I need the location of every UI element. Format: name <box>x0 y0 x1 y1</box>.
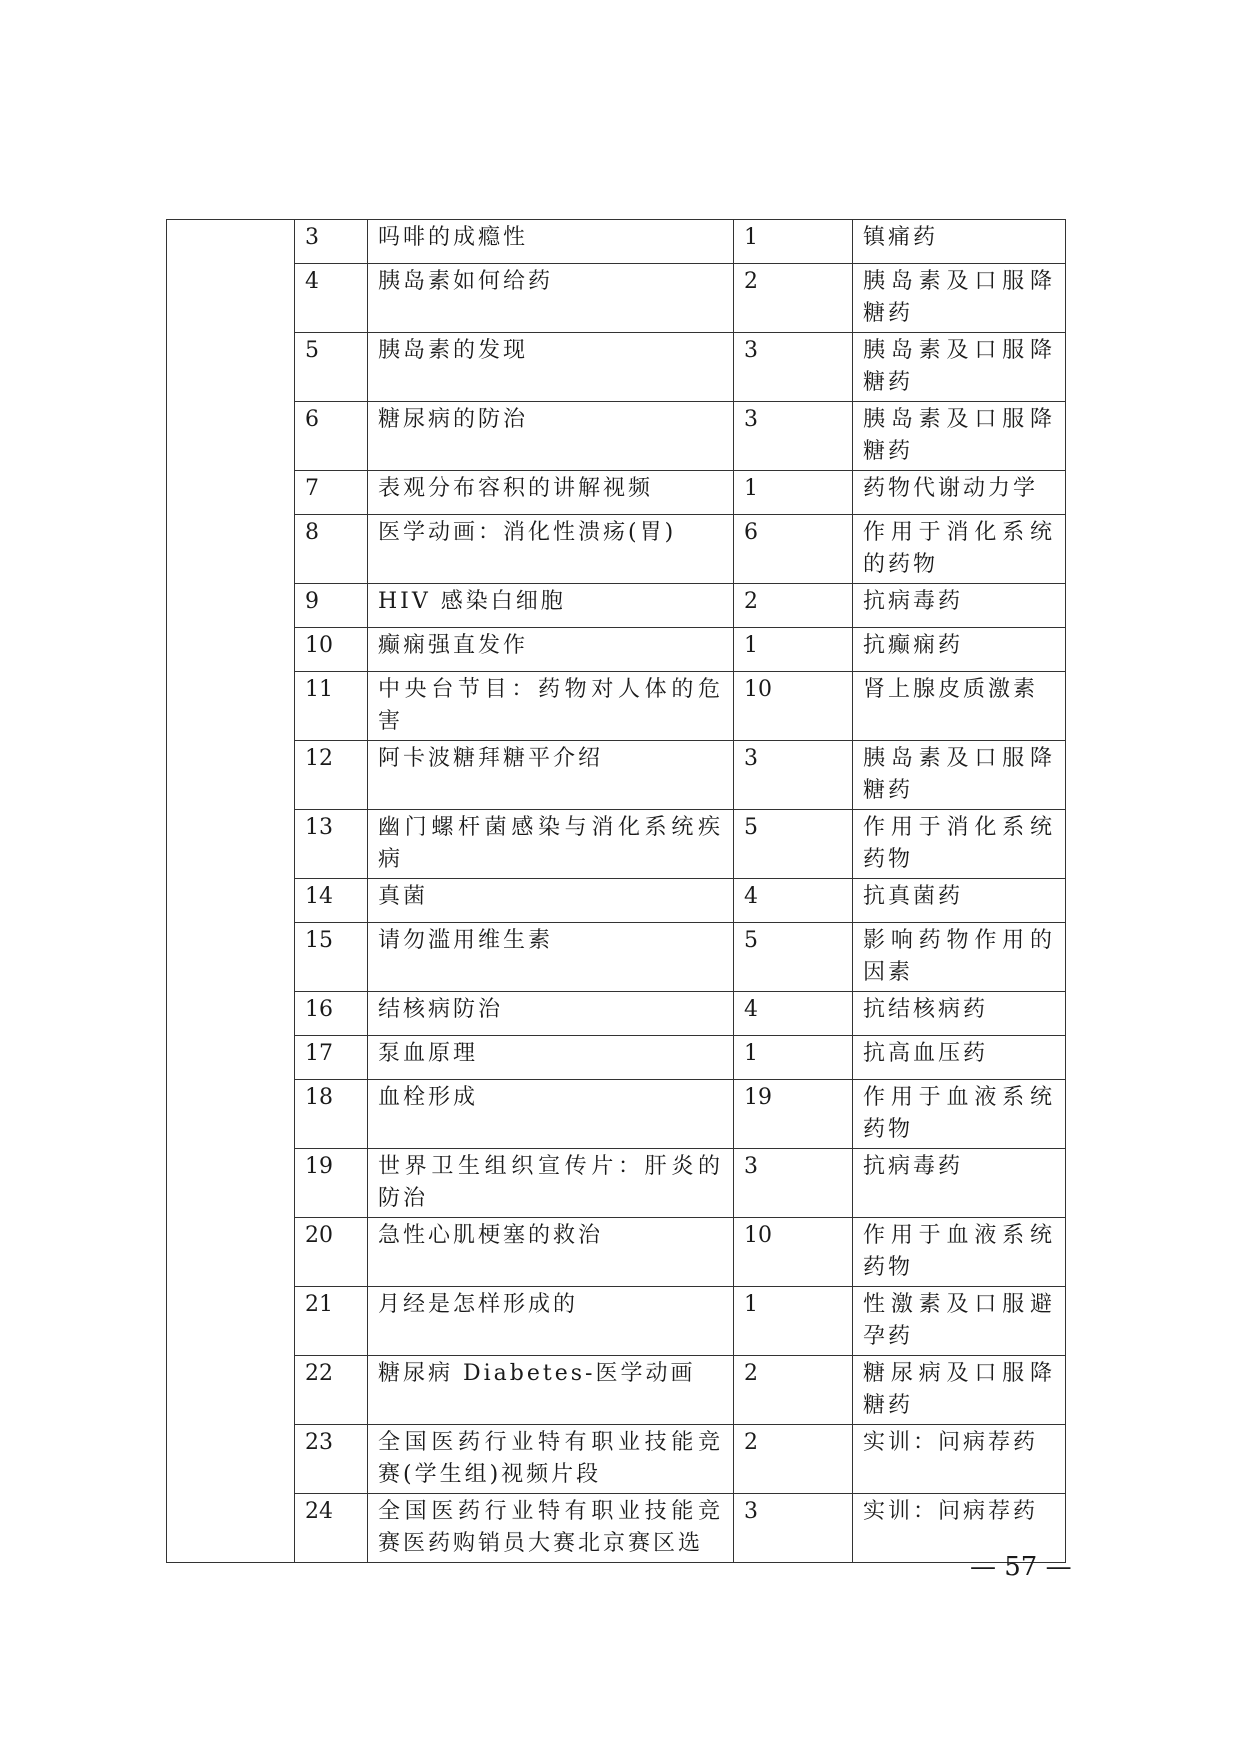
row-number-cell: 24 <box>295 1494 368 1563</box>
table-row <box>167 741 1066 810</box>
resource-title-cell: 全国医药行业特有职业技能竞赛(学生组)视频片段 <box>368 1425 734 1494</box>
row-number-cell: 5 <box>295 333 368 402</box>
usage-count-cell: 1 <box>734 1287 853 1356</box>
table-row <box>167 672 1066 741</box>
chapter-cell: 药物代谢动力学 <box>853 471 1066 515</box>
resource-title-cell: 吗啡的成瘾性 <box>368 220 734 264</box>
usage-count-cell: 10 <box>734 1218 853 1287</box>
table-row <box>167 1356 1066 1425</box>
resource-title-cell: 胰岛素的发现 <box>368 333 734 402</box>
table-row <box>167 1425 1066 1494</box>
chapter-cell: 作用于消化系统的药物 <box>853 515 1066 584</box>
page-number: — 57 — <box>970 1552 1072 1582</box>
usage-count-cell: 1 <box>734 220 853 264</box>
category-cell <box>167 220 295 1563</box>
row-number-cell: 21 <box>295 1287 368 1356</box>
chapter-cell: 影响药物作用的因素 <box>853 923 1066 992</box>
usage-count-cell: 3 <box>734 1149 853 1218</box>
table-row <box>167 1494 1066 1563</box>
row-number-cell: 4 <box>295 264 368 333</box>
table-row <box>167 810 1066 879</box>
resource-title-cell: 血栓形成 <box>368 1080 734 1149</box>
resource-title-cell: 泵血原理 <box>368 1036 734 1080</box>
usage-count-cell: 3 <box>734 741 853 810</box>
usage-count-cell: 3 <box>734 1494 853 1563</box>
usage-count-cell: 2 <box>734 1356 853 1425</box>
usage-count-cell: 1 <box>734 1036 853 1080</box>
row-number-cell: 20 <box>295 1218 368 1287</box>
resource-title-cell: 月经是怎样形成的 <box>368 1287 734 1356</box>
resource-title-cell: 糖尿病的防治 <box>368 402 734 471</box>
row-number-cell: 9 <box>295 584 368 628</box>
usage-count-cell: 1 <box>734 628 853 672</box>
chapter-cell: 胰岛素及口服降糖药 <box>853 333 1066 402</box>
chapter-cell: 抗病毒药 <box>853 584 1066 628</box>
resource-title-cell: 结核病防治 <box>368 992 734 1036</box>
table-row <box>167 1080 1066 1149</box>
chapter-cell: 实训：问病荐药 <box>853 1494 1066 1563</box>
row-number-cell: 18 <box>295 1080 368 1149</box>
row-number-cell: 12 <box>295 741 368 810</box>
table-row <box>167 1149 1066 1218</box>
table-row <box>167 1287 1066 1356</box>
chapter-cell: 抗真菌药 <box>853 879 1066 923</box>
chapter-cell: 抗高血压药 <box>853 1036 1066 1080</box>
usage-count-cell: 5 <box>734 923 853 992</box>
usage-count-cell: 3 <box>734 333 853 402</box>
usage-count-cell: 4 <box>734 992 853 1036</box>
chapter-cell: 作用于血液系统药物 <box>853 1080 1066 1149</box>
resource-title-cell: 幽门螺杆菌感染与消化系统疾病 <box>368 810 734 879</box>
resource-title-cell: 请勿滥用维生素 <box>368 923 734 992</box>
chapter-cell: 肾上腺皮质激素 <box>853 672 1066 741</box>
table-row <box>167 471 1066 515</box>
resource-title-cell: 癫痫强直发作 <box>368 628 734 672</box>
usage-count-cell: 1 <box>734 471 853 515</box>
usage-count-cell: 6 <box>734 515 853 584</box>
resource-title-cell: 医学动画：消化性溃疡(胃) <box>368 515 734 584</box>
resource-title-cell: 全国医药行业特有职业技能竞赛医药购销员大赛北京赛区选 <box>368 1494 734 1563</box>
resource-title-cell: 糖尿病 Diabetes-医学动画 <box>368 1356 734 1425</box>
table-row <box>167 879 1066 923</box>
chapter-cell: 胰岛素及口服降糖药 <box>853 402 1066 471</box>
chapter-cell: 胰岛素及口服降糖药 <box>853 741 1066 810</box>
row-number-cell: 17 <box>295 1036 368 1080</box>
row-number-cell: 3 <box>295 220 368 264</box>
row-number-cell: 14 <box>295 879 368 923</box>
table-row <box>167 1218 1066 1287</box>
usage-count-cell: 4 <box>734 879 853 923</box>
chapter-cell: 糖尿病及口服降糖药 <box>853 1356 1066 1425</box>
usage-count-cell: 2 <box>734 1425 853 1494</box>
usage-count-cell: 10 <box>734 672 853 741</box>
table-row <box>167 628 1066 672</box>
table-row <box>167 584 1066 628</box>
resource-title-cell: 世界卫生组织宣传片：肝炎的防治 <box>368 1149 734 1218</box>
usage-count-cell: 3 <box>734 402 853 471</box>
chapter-cell: 胰岛素及口服降糖药 <box>853 264 1066 333</box>
table-row <box>167 923 1066 992</box>
table-body <box>167 220 1066 1563</box>
chapter-cell: 作用于血液系统药物 <box>853 1218 1066 1287</box>
chapter-cell: 抗结核病药 <box>853 992 1066 1036</box>
video-resource-table <box>166 219 1066 1563</box>
row-number-cell: 19 <box>295 1149 368 1218</box>
chapter-cell: 镇痛药 <box>853 220 1066 264</box>
chapter-cell: 性激素及口服避孕药 <box>853 1287 1066 1356</box>
usage-count-cell: 19 <box>734 1080 853 1149</box>
chapter-cell: 实训：问病荐药 <box>853 1425 1066 1494</box>
table-row <box>167 402 1066 471</box>
row-number-cell: 11 <box>295 672 368 741</box>
resource-title-cell: 中央台节目：药物对人体的危害 <box>368 672 734 741</box>
row-number-cell: 8 <box>295 515 368 584</box>
table-row <box>167 264 1066 333</box>
table-row <box>167 1036 1066 1080</box>
chapter-cell: 抗病毒药 <box>853 1149 1066 1218</box>
row-number-cell: 10 <box>295 628 368 672</box>
table-row <box>167 333 1066 402</box>
usage-count-cell: 2 <box>734 264 853 333</box>
resource-title-cell: 表观分布容积的讲解视频 <box>368 471 734 515</box>
resource-title-cell: 胰岛素如何给药 <box>368 264 734 333</box>
row-number-cell: 23 <box>295 1425 368 1494</box>
resource-title-cell: 急性心肌梗塞的救治 <box>368 1218 734 1287</box>
resource-title-cell: 阿卡波糖拜糖平介绍 <box>368 741 734 810</box>
usage-count-cell: 2 <box>734 584 853 628</box>
row-number-cell: 13 <box>295 810 368 879</box>
row-number-cell: 6 <box>295 402 368 471</box>
table-row <box>167 220 1066 264</box>
usage-count-cell: 5 <box>734 810 853 879</box>
resource-title-cell: 真菌 <box>368 879 734 923</box>
table-row <box>167 515 1066 584</box>
chapter-cell: 抗癫痫药 <box>853 628 1066 672</box>
row-number-cell: 16 <box>295 992 368 1036</box>
chapter-cell: 作用于消化系统药物 <box>853 810 1066 879</box>
resource-title-cell: HIV 感染白细胞 <box>368 584 734 628</box>
row-number-cell: 7 <box>295 471 368 515</box>
table-row <box>167 992 1066 1036</box>
row-number-cell: 15 <box>295 923 368 992</box>
row-number-cell: 22 <box>295 1356 368 1425</box>
